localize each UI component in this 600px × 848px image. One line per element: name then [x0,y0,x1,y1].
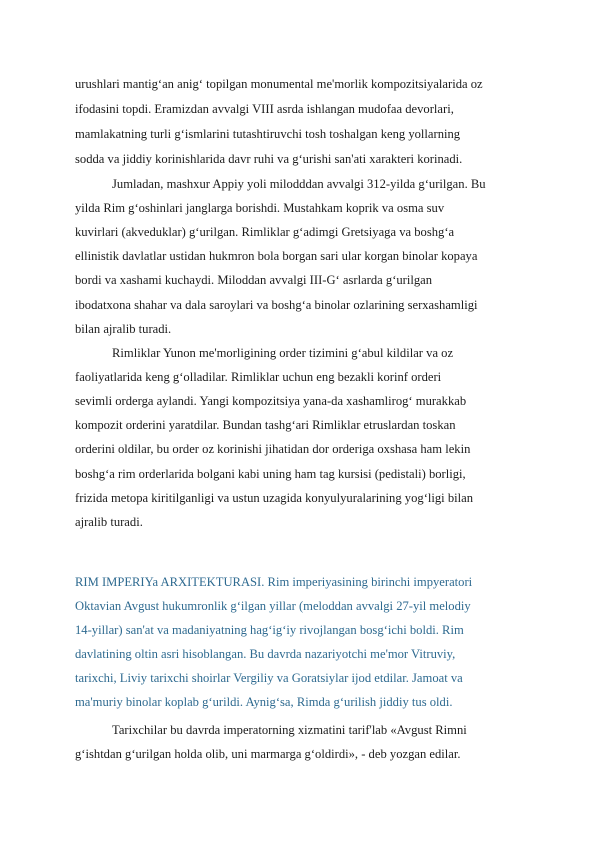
paragraph1-line-4: sodda va jiddiy korinishlarida davr ruhi va g‘urishi san'ati xarakteri korinadi. [75,152,463,166]
paragraph3-line-2: faoliyatlarida keng g‘olladilar. Rimliklar uchun eng bezakli korinf orderi [75,370,442,384]
section-heading-line-1: RIM IMPERIYa ARXITEKTURASI. Rim imperiyasining birinchi impyeratori [75,575,473,589]
paragraph3-line-7: frizida metopa kiritilganligi va ustun uzagida konyulyuralarining yog‘ligi bilan [75,491,474,505]
paragraph2-line-1: Jumladan, mashxur Appiy yoli milodddan avvalgi 312-yilda g‘urilgan. Bu [112,177,486,191]
paragraph2-line-2: yilda Rim g‘oshinlari janglarga borishdi. Mustahkam koprik va osma suv [75,201,445,215]
section-heading-line-3: 14-yillar) san'at va madaniyatning hag‘ig‘iy rivojlangan bosg‘ichi boldi. Rim [75,623,464,637]
paragraph1-line-3: mamlakatning turli g‘ismlarini tutashtiruvchi tosh toshalgan keng yollarning [75,127,461,141]
paragraph5-line-1: Tarixchilar bu davrda imperatorning xizmatini tarif'lab «Avgust Rimni [112,723,467,737]
paragraph3-line-8: ajralib turadi. [75,515,143,529]
paragraph2-line-6: ibodatxona shahar va dala saroylari va boshg‘a binolar ozlarining serxashamligi [75,298,478,312]
section-heading-line-4: davlatining oltin asri hisoblangan. Bu davrda nazariyotchi me'mor Vitruviy, [75,647,456,661]
paragraph3-line-3: sevimli orderga aylandi. Yangi kompozitsiya yana-da xashamlirog‘ murakkab [75,394,467,408]
paragraph2-line-5: bordi va xashami kuchaydi. Miloddan avvalgi III-G‘ asrlarda g‘urilgan [75,273,433,287]
paragraph1-line-2: ifodasini topdi. Eramizdan avvalgi VIII asrda ishlangan mudofaa devorlari, [75,102,454,116]
section-heading-line-5: tarixchi, Liviy tarixchi shoirlar Vergiliy va Goratsiylar ijod etdilar. Jamoat va [75,671,463,685]
paragraph3-line-5: orderini oldilar, bu order oz korinishi jihatidan dor orderiga oxshasa ham lekin [75,442,471,456]
section-heading-line-6: ma'muriy binolar koplab g‘urildi. Aynig‘sa, Rimda g‘urilish jiddiy tus oldi. [75,695,453,709]
paragraph2-line-4: ellinistik davlatlar ustidan hukmron bola borgan sari ular korgan binolar kopaya [75,249,478,263]
paragraph3-line-6: boshg‘a rim orderlarida bolgani kabi uning ham tag kursisi (pedistali) borligi, [75,467,466,481]
paragraph5-line-2: g‘ishtdan g‘urilgan holda olib, uni marmarga g‘oldirdi», - deb yozgan edilar. [75,747,461,761]
paragraph3-line-4: kompozit orderini yaratdilar. Bundan tashg‘ari Rimliklar etruslardan toskan [75,418,456,432]
paragraph3-line-1: Rimliklar Yunon me'morligining order tizimini g‘abul kildilar va oz [112,346,454,360]
paragraph2-line-3: kuvirlari (akveduklar) g‘urilgan. Rimliklar g‘adimgi Gretsiyaga va boshg‘a [75,225,455,239]
paragraph1-line-1: urushlari mantig‘an anig‘ topilgan monumental me'morlik kompozitsiyalarida oz [75,77,483,91]
paragraph2-line-7: bilan ajralib turadi. [75,322,172,336]
section-heading-line-2: Oktavian Avgust hukumronlik g‘ilgan yillar (meloddan avvalgi 27-yil melodiy [75,599,471,613]
